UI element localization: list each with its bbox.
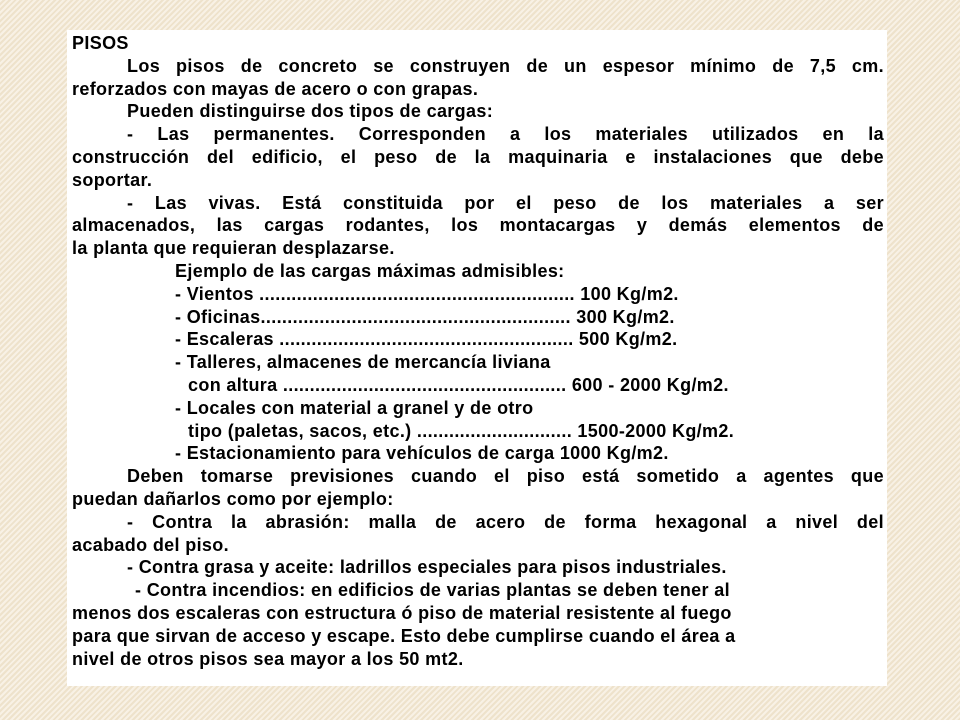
load-item: con altura ..................................................... 600 - 2000 Kg/m2.: [188, 374, 729, 395]
load-item: - Vientos ........................................................... 100 Kg/m2.: [175, 283, 679, 304]
text-line: Deben tomarse previsiones cuando el piso está sometido a agentes que: [127, 466, 884, 487]
text-line: - Contra la abrasión: malla de acero de forma hexagonal a nivel del: [127, 511, 884, 532]
text-line: almacenados, las cargas rodantes, los montacargas y demás elementos de: [72, 215, 884, 236]
load-item: - Estacionamiento para vehículos de carga 1000 Kg/m2.: [175, 443, 669, 464]
text-line: Pueden distinguirse dos tipos de cargas:: [127, 101, 494, 122]
text-line: nivel de otros pisos sea mayor a los 50 mt2.: [72, 648, 464, 669]
text-line: - Las vivas. Está constituida por el peso de los materiales a ser: [127, 192, 884, 213]
load-item: - Locales con material a granel y de otro: [175, 397, 534, 418]
text-line: para que sirvan de acceso y escape. Esto debe cumplirse cuando el área a: [72, 625, 736, 646]
load-item: tipo (paletas, sacos, etc.) ............................. 1500-2000 Kg/m2.: [188, 420, 735, 441]
text-line: acabado del piso.: [72, 534, 229, 555]
section-title: PISOS: [72, 33, 129, 53]
load-item: - Escaleras ....................................................... 500 Kg/m2.: [175, 329, 678, 350]
text-line: - Contra incendios: en edificios de varias plantas se deben tener al: [135, 580, 730, 601]
text-line: - Las permanentes. Corresponden a los materiales utilizados en la: [127, 124, 884, 145]
text-line: Los pisos de concreto se construyen de un espesor mínimo de 7,5 cm.: [127, 55, 884, 76]
text-line: menos dos escaleras con estructura ó piso de material resistente al fuego: [72, 602, 732, 623]
text-line: reforzados con mayas de acero o con grapas.: [72, 78, 479, 99]
document-page: [67, 30, 887, 686]
text-line: puedan dañarlos como por ejemplo:: [72, 488, 394, 509]
text-line: soportar.: [72, 169, 153, 190]
text-line: Ejemplo de las cargas máximas admisibles:: [175, 260, 565, 281]
text-line: la planta que requieran desplazarse.: [72, 238, 395, 259]
text-line: - Contra grasa y aceite: ladrillos especiales para pisos industriales.: [127, 557, 727, 578]
load-item: - Oficinas.......................................................... 300 Kg/m2.: [175, 306, 675, 327]
text-line: construcción del edificio, el peso de la maquinaria e instalaciones que debe: [72, 146, 884, 167]
load-item: - Talleres, almacenes de mercancía liviana: [175, 352, 551, 373]
